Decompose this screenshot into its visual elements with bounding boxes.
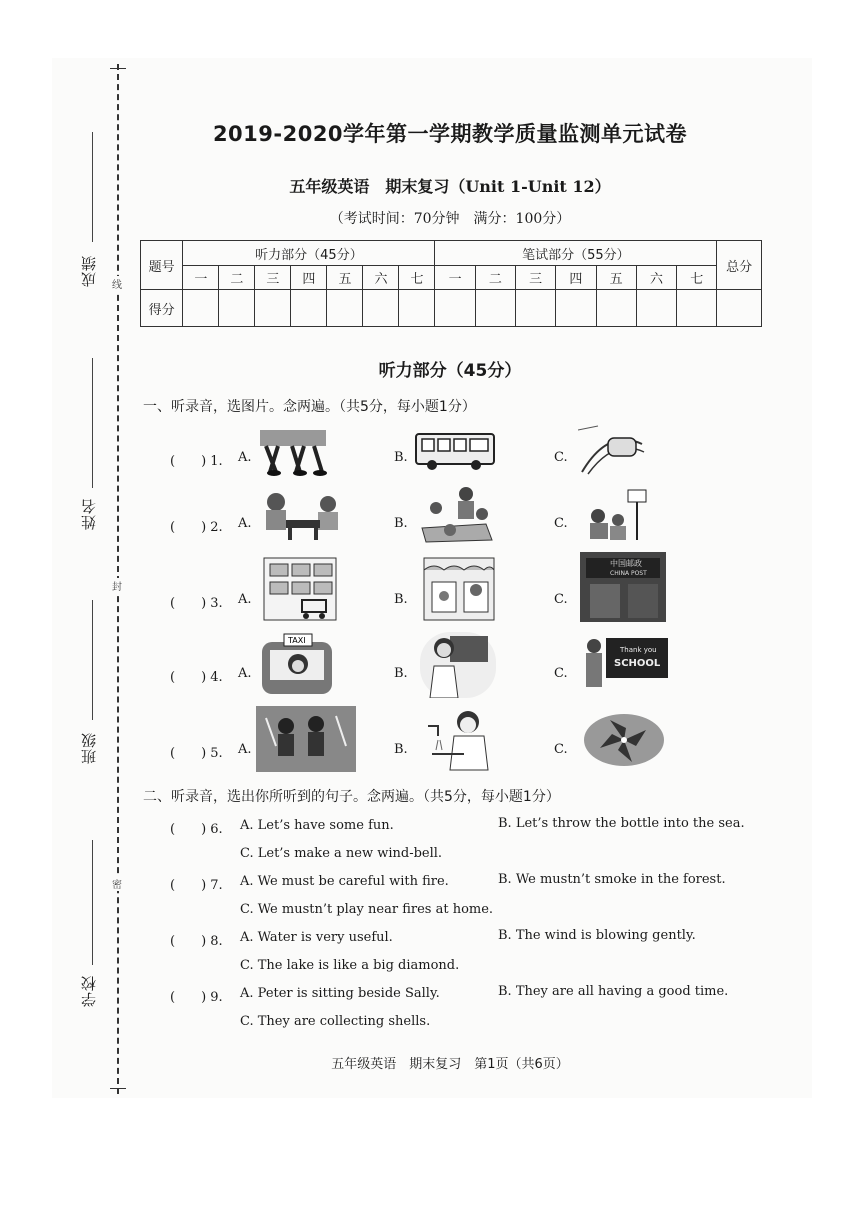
family-picnic-picture [416, 484, 496, 544]
flower-shop-picture [422, 556, 496, 622]
score-cell[interactable] [596, 290, 636, 327]
q9-option-b: B. They are all having a good time. [498, 984, 729, 999]
doctor-picture [420, 632, 496, 698]
q8-option-c: C. The lake is like a big diamond. [240, 958, 460, 973]
binding-label-name: 姓名 [80, 498, 98, 530]
class-write-line [92, 600, 93, 720]
exam-title: 2019-2020学年第一学期教学质量监测单元试卷 [212, 122, 688, 146]
post-office-sign-cn: 中国邮政 [610, 559, 642, 568]
q9-number[interactable]: ( ) 9. [170, 990, 223, 1005]
writing-num: 二 [475, 266, 515, 290]
blackboard-text-2: SCHOOL [614, 658, 661, 669]
score-cell[interactable] [363, 290, 399, 327]
q2-option-c: C. [554, 516, 568, 531]
writing-num: 六 [636, 266, 676, 290]
total-score-cell[interactable] [717, 290, 762, 327]
q6-option-a: A. Let’s have some fun. [240, 818, 394, 833]
binding-bottom-tick [110, 1088, 126, 1089]
q7-option-a: A. We must be careful with fire. [240, 874, 449, 889]
playing-chess-picture [258, 490, 348, 542]
listening-num: 三 [255, 266, 291, 290]
score-cell[interactable] [255, 290, 291, 327]
score-row-label-score: 得分 [141, 290, 183, 327]
score-cell[interactable] [636, 290, 676, 327]
bus-picture [414, 430, 496, 472]
score-cell[interactable] [291, 290, 327, 327]
listening-section-title: 听力部分（45分） [378, 361, 522, 381]
post-office-sign-en: CHINA POST [610, 570, 647, 577]
binding-label-class: 班级 [80, 732, 98, 764]
seal-char-seal: 封 [111, 578, 123, 593]
q7-option-c: C. We mustn’t play near fires at home. [240, 902, 494, 917]
q5-option-b: B. [394, 742, 408, 757]
q8-option-a: A. Water is very useful. [240, 930, 393, 945]
score-cell[interactable] [556, 290, 596, 327]
q1-number[interactable]: ( ) 1. [170, 454, 223, 469]
score-cell[interactable] [677, 290, 717, 327]
q3-option-b: B. [394, 592, 408, 607]
q4-option-b: B. [394, 666, 408, 681]
listening-num: 四 [291, 266, 327, 290]
q3-option-a: A. [238, 592, 252, 607]
tree-planting-picture [256, 706, 356, 772]
q1-option-c: C. [554, 450, 568, 465]
q4-number[interactable]: ( ) 4. [170, 670, 223, 685]
q2-option-b: B. [394, 516, 408, 531]
q2-option-a: A. [238, 516, 252, 531]
part2-heading: 二、听录音，选出你所听到的句子。念两遍。（共5分，每小题1分） [143, 789, 560, 805]
part1-heading: 一、听录音，选图片。念两遍。（共5分，每小题1分） [143, 399, 476, 415]
listening-num: 二 [219, 266, 255, 290]
listening-num: 七 [399, 266, 435, 290]
score-table [140, 240, 762, 327]
writing-num: 一 [435, 266, 475, 290]
listening-num: 五 [327, 266, 363, 290]
train-tunnel-picture [578, 424, 646, 476]
q2-number[interactable]: ( ) 2. [170, 520, 223, 535]
post-office-picture [580, 552, 666, 622]
listening-num: 六 [363, 266, 399, 290]
score-cell[interactable] [219, 290, 255, 327]
q4-option-a: A. [238, 666, 252, 681]
score-cell[interactable] [327, 290, 363, 327]
writing-num: 四 [556, 266, 596, 290]
q6-option-b: B. Let’s throw the bottle into the sea. [498, 816, 745, 831]
q5-number[interactable]: ( ) 5. [170, 746, 223, 761]
blackboard-text-1: Thank you [620, 646, 657, 654]
score-cell[interactable] [475, 290, 515, 327]
q4-option-c: C. [554, 666, 568, 681]
seal-char-secret: 密 [111, 876, 123, 891]
q5-option-c: C. [554, 742, 568, 757]
writing-num: 三 [516, 266, 556, 290]
basketball-picture [578, 486, 660, 542]
writing-num: 五 [596, 266, 636, 290]
taxi-sign: TAXI [288, 636, 306, 645]
q7-option-b: B. We mustn’t smoke in the forest. [498, 872, 726, 887]
pinwheel-picture [580, 708, 666, 770]
score-cell[interactable] [435, 290, 475, 327]
taxi-driver-picture [258, 632, 336, 698]
binding-top-tick [110, 68, 126, 69]
exam-info: （考试时间：70分钟 满分：100分） [329, 211, 571, 227]
q1-option-b: B. [394, 450, 408, 465]
q8-option-b: B. The wind is blowing gently. [498, 928, 696, 943]
exam-subtitle: 五年级英语 期末复习（Unit 1-Unit 12） [289, 177, 611, 196]
q6-number[interactable]: ( ) 6. [170, 822, 223, 837]
seal-char-line: 线 [111, 276, 123, 291]
binding-label-score: 成绩 [80, 255, 98, 287]
score-row-label-num: 题号 [141, 241, 183, 290]
q8-number[interactable]: ( ) 8. [170, 934, 223, 949]
q9-option-a: A. Peter is sitting beside Sally. [240, 986, 440, 1001]
listening-header: 听力部分（45分） [183, 241, 435, 266]
supermarket-picture [262, 556, 338, 622]
school-write-line [92, 840, 93, 965]
q1-option-a: A. [238, 450, 252, 465]
page-footer: 五年级英语 期末复习 第1页（共6页） [331, 1057, 569, 1072]
score-cell[interactable] [516, 290, 556, 327]
writing-header: 笔试部分（55分） [435, 241, 717, 266]
score-cell[interactable] [183, 290, 219, 327]
q7-number[interactable]: ( ) 7. [170, 878, 223, 893]
teacher-blackboard-picture [580, 632, 670, 694]
q9-option-c: C. They are collecting shells. [240, 1014, 431, 1029]
q6-option-c: C. Let’s make a new wind-bell. [240, 846, 443, 861]
writing-num: 七 [677, 266, 717, 290]
listening-num: 一 [183, 266, 219, 290]
score-cell[interactable] [399, 290, 435, 327]
q5-option-a: A. [238, 742, 252, 757]
binding-label-school: 学校 [80, 975, 98, 1007]
washing-hands-picture [424, 706, 498, 774]
q3-option-c: C. [554, 592, 568, 607]
walking-legs-picture [256, 428, 330, 476]
total-header: 总分 [717, 241, 762, 290]
q3-number[interactable]: ( ) 3. [170, 596, 223, 611]
